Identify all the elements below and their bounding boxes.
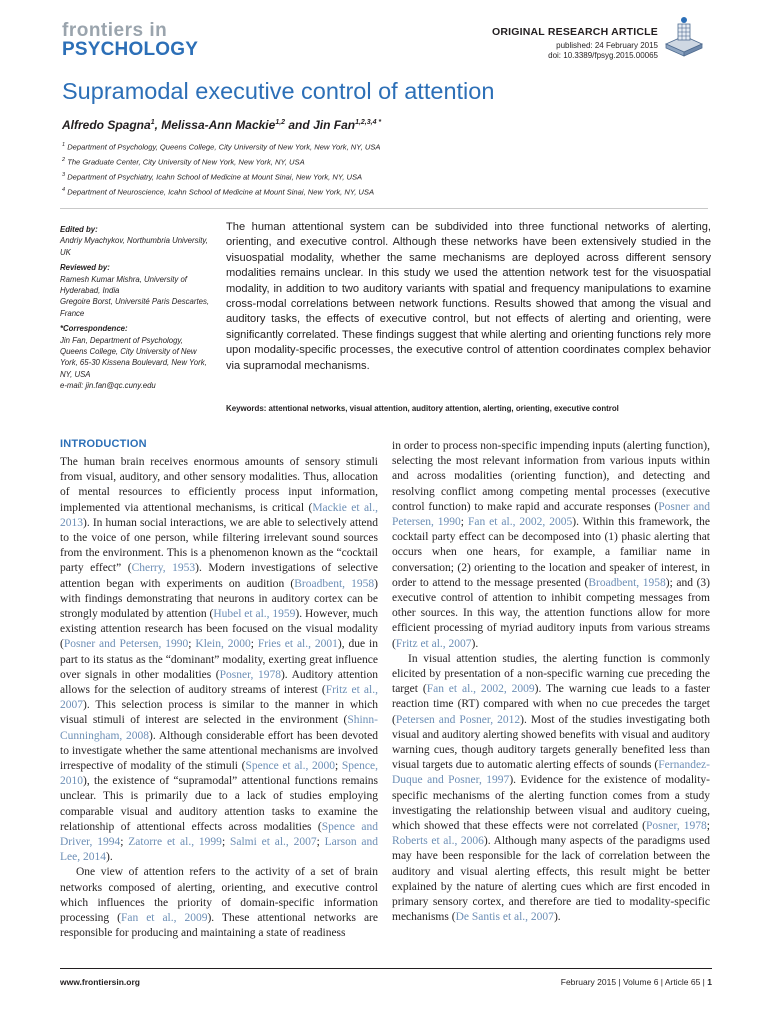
citation-link[interactable]: Broadbent, 1958	[588, 576, 666, 589]
citation-link[interactable]: Broadbent, 1958	[294, 577, 375, 590]
keywords-label: Keywords:	[226, 404, 267, 413]
citation-link[interactable]: Posner and Petersen, 1990	[392, 500, 710, 529]
citation-link[interactable]: Fan et al., 2002, 2009	[426, 683, 535, 696]
keywords	[226, 404, 711, 413]
published-date: published: 24 February 2015	[556, 41, 658, 50]
citation-link[interactable]: Spence et al., 2000	[245, 760, 336, 773]
paragraph: in order to process non-specific impending inputs (alerting function), selecting the most relevant information from various inputs within and across modalities (orienting function), and detecting and resolving conflict among competing mental processes (executive control function) to make rapid and accurate responses (Posner and Petersen, 1990; Fan et al., 2002, 2005). Within this framework, the cocktail party effect can be decomposed into (1) phasic alerting that occurs when one hears, for example, a familiar name in conversation; (2) orienting to the location and speaker of interest, in order to attend to the message presented (Broadbent, 1958); and (3) executive control of attention to inhibit competing messages from other sources. In this way, the attention functions allow for more efficient processing of myriad auditory inputs from various streams (Fritz et al., 2007).	[392, 440, 711, 650]
author-name[interactable]: Jin Fan	[313, 118, 356, 132]
citation-link[interactable]: Posner, 1978	[645, 820, 707, 833]
citation-link[interactable]: Posner, 1978	[219, 668, 281, 681]
body-column-left	[60, 455, 378, 942]
citation-link[interactable]: Cherry, 1953	[131, 562, 196, 575]
abstract: The human attentional system can be subdivided into three functional networks of alerting, orienting, and executive control. Although these networks have been extensively studied in the visuospatial modality, whether the same mechanisms are deployed across different sensory modalities remains unclear. In this study we used the attention network test for the visuospatial modality, in addition to two auditory variants with spatial and frequency manipulations to examine cross-modal correlations between network functions. Results showed that among the visual and auditory tasks, the effects of executive control, but not effects of alerting and orienting, were significantly correlated. These findings suggest that while alerting and orienting functions rely more upon modality-specific processes, the executive control of attention coordinates complex behavior via supramodal mechanisms.	[226, 221, 711, 372]
journal-logo-line2: PSYCHOLOGY	[62, 39, 199, 60]
publication-info	[548, 41, 658, 61]
author-sup: 1	[150, 119, 155, 126]
page-number: 1	[707, 977, 712, 987]
citation-link[interactable]: Hubel et al., 1959	[213, 608, 296, 621]
author-name[interactable]: Melissa-Ann Mackie	[161, 118, 276, 132]
keywords-text: attentional networks, visual attention, auditory attention, alerting, orienting, executive control	[268, 404, 619, 413]
edited-by-text: Andriy Myachykov, Northumbria University, UK	[60, 236, 208, 257]
author-name[interactable]: Alfredo Spagna	[62, 118, 151, 132]
paragraph: The human brain receives enormous amounts of sensory stimuli from visual, auditory, and other sensory modalities. Thus, allocation of mental resources to efficiently process input information, implemented via attentional mechanisms, is critical (Mackie et al., 2013). In human social interactions, we are able to selectively attend to the voice of one person, while filtering irrelevant sound sources from the environment. This is a phenomenon known as the “cocktail party effect” (Cherry, 1953). Modern investigations of selective attention began with experiments on audition (Broadbent, 1958) with findings demonstrating that neurons in auditory cortex can be strongly modulated by attention (Hubel et al., 1959). However, much existing attention research has been focused on the visual modality (Posner and Petersen, 1990; Klein, 2000; Fries et al., 2001), due in part to its status as the “dominant” modality, exerting great influence over signals in other modalities (Posner, 1978). Auditory attention allows for the selection of auditory streams of interest (Fritz et al., 2007). This selection process is similar to the manner in which visual stimuli of interest are selected in the environment (Shinn-Cunningham, 2008). Although considerable effort has been devoted to investigate whether the same attentional mechanisms are involved irrespective of modality of the stimuli (Spence et al., 2000; Spence, 2010), the existence of “supramodal” attentional functions remains unclear. This is primarily due to a lack of studies employing comparable visual and auditory attention tasks to examine the relationship of attentional effects across modalities (Spence and Driver, 1994; Zatorre et al., 1999; Salmi et al., 2007; Larson and Lee, 2014).	[60, 456, 379, 864]
citation-link[interactable]: Shinn-Cunningham, 2008	[60, 714, 378, 742]
article-title: Supramodal executive control of attention	[62, 78, 495, 104]
footer-divider	[60, 968, 712, 969]
reviewed-by-label: Reviewed by:	[60, 263, 110, 273]
reviewer: Ramesh Kumar Mishra, University of Hyderabad, India	[60, 274, 187, 296]
journal-logo-line1: frontiers in	[62, 20, 168, 41]
citation-link[interactable]: Klein, 2000	[195, 638, 251, 651]
correspondence-text: Jin Fan, Department of Psychology, Queens College, City University of New York, 65-30 Kissena Boulevard, New York, NY, USA	[60, 335, 207, 379]
citation-link[interactable]: Fan et al., 2009	[120, 912, 208, 925]
journal-emblem-icon	[662, 14, 706, 58]
author-list: Alfredo Spagna$^1$, Melissa-Ann Mackie$^{1,2}$ and Jin Fan$^{1,2,3,4 *}$	[62, 118, 382, 132]
citation-link[interactable]: Fernandez-Duque and Posner, 1997	[392, 759, 710, 787]
author-sup: 1,2	[275, 119, 286, 126]
reviewer: Gregoire Borst, Université Paris Descartes, France	[60, 297, 210, 318]
citation-link[interactable]: Zatorre et al., 1999	[128, 836, 222, 849]
citation-link[interactable]: Larson and Lee, 2014	[60, 836, 379, 864]
citation-link[interactable]: Fritz et al., 2007	[395, 637, 472, 650]
footer-url[interactable]: www.frontiersin.org	[60, 977, 140, 987]
doi: doi: 10.3389/fpsyg.2015.00065	[548, 51, 658, 60]
author-sup: 1,2,3,4 *	[355, 119, 382, 126]
affiliation: $^2$ The Graduate Center, City University of New York, New York, NY, USA	[62, 157, 305, 167]
article-type: ORIGINAL RESEARCH ARTICLE	[491, 26, 658, 38]
citation-link[interactable]: Petersen and Posner, 2012	[395, 713, 521, 726]
footer-issue-info	[561, 977, 712, 987]
affiliation: $^1$ Department of Psychology, Queens College, City University of New York, New York, NY, USA	[62, 142, 381, 152]
edited-by-label: Edited by:	[60, 225, 98, 234]
citation-link[interactable]: Salmi et al., 2007	[229, 836, 317, 849]
section-heading-introduction: INTRODUCTION	[60, 438, 147, 450]
paragraph: One view of attention refers to the activity of a set of brain networks composed of alerting, orienting, and executive control which influences the priority of domain-specific information processing (Fan et al., 2009). These attentional networks are responsible for producing and maintaining a state of readiness	[60, 866, 378, 940]
citation-link[interactable]: Fritz et al., 2007	[60, 684, 378, 712]
citation-link[interactable]: Roberts et al., 2006	[392, 835, 484, 848]
citation-link[interactable]: Posner and Petersen, 1990	[63, 638, 189, 651]
affiliation: $^4$ Department of Neuroscience, Icahn School of Medicine at Mount Sinai, New York, NY, USA	[62, 187, 375, 197]
citation-link[interactable]: Fries et al., 2001	[257, 638, 338, 651]
correspondence-label: *Correspondence:	[60, 324, 128, 334]
citation-link[interactable]: Spence and Driver, 1994	[60, 820, 378, 849]
citation-link[interactable]: Spence, 2010	[60, 760, 378, 788]
header-divider	[60, 208, 708, 209]
correspondence-email[interactable]: e-mail: jin.fan@qc.cuny.edu	[60, 381, 156, 391]
affiliations	[62, 139, 702, 199]
citation-link[interactable]: Fan et al., 2002, 2005	[467, 516, 573, 529]
citation-link[interactable]: De Santis et al., 2007	[455, 911, 554, 924]
paragraph: In visual attention studies, the alerting function is commonly elicited by presentation of a non-specific warning cue preceding the target (Fan et al., 2002, 2009). The warning cue leads to a faster reaction time (RT) compared with when no cue precedes the target (Petersen and Posner, 2012). Most of the studies investigating both visual and auditory alerting showed benefits with visual and auditory warning cues, though auditory targets generally benefited less than visual targets due to automatic alerting effects of sounds (Fernandez-Duque and Posner, 1997). Evidence for the existence of modality-specific mechanisms of the alerting function comes from a study investigating the relationship between visual and auditory cueing, which showed that these effects were not correlated (Posner, 1978; Roberts et al., 2006). Although many aspects of the paradigms used may have been responsible for the lack of correlation between the auditory and visual alerting effects, this result might be better explained by the nature of alerting cues which are first encoded in primary sensory cortex, and therefore are tied to modality-specific mechanisms (De Santis et al., 2007).	[392, 652, 710, 924]
body-column-right	[392, 439, 710, 926]
footer-issue: February 2015 | Volume 6 | Article 65 |	[560, 977, 705, 987]
editorial-sidebar	[60, 224, 210, 392]
affiliation: $^3$ Department of Psychiatry, Icahn School of Medicine at Mount Sinai, New York, NY, USA	[62, 172, 363, 182]
citation-link[interactable]: Mackie et al., 2013	[60, 501, 378, 529]
